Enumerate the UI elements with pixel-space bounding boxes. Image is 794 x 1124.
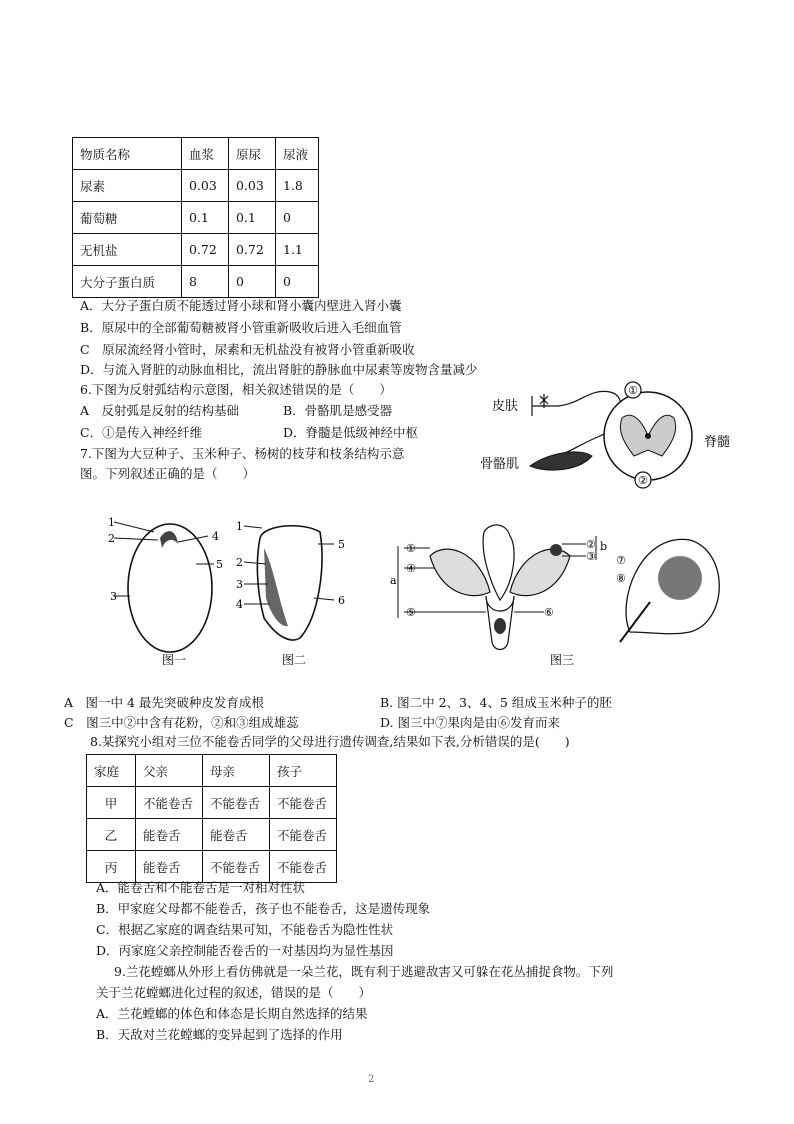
table-cell: 不能卷舌 [270, 819, 337, 851]
table-cell: 0.1 [182, 202, 229, 234]
table-cell: 0.72 [182, 234, 229, 266]
q9-stem-2: 关于兰花螳螂进化过程的叙述，错误的是（ ） [96, 985, 372, 1000]
fig3-label-5: ⑤ [406, 606, 416, 619]
table-cell: 0.03 [229, 170, 276, 202]
q5-option-c: C 原尿流经肾小管时，尿素和无机盐没有被肾小管重新吸收 [80, 342, 415, 357]
skin-label: 皮肤 [492, 399, 519, 414]
fig2-label-6: 6 [338, 594, 345, 607]
table-row [73, 266, 319, 298]
table-cell: 0.03 [182, 170, 229, 202]
fig3-caption: 图三 [550, 653, 575, 667]
table-header-row [73, 138, 319, 170]
table-header: 父亲 [136, 755, 203, 787]
q5-option-b: B．原尿中的全部葡萄糖被肾小管重新吸收后进入毛细血管 [80, 320, 402, 335]
q9-option-a: A．兰花螳螂的体色和体态是长期自然选择的结果 [96, 1006, 368, 1021]
fig2-label-5: 5 [338, 538, 345, 551]
q8-option-b: B．甲家庭父母都不能卷舌，孩子也不能卷舌，这是遗传现象 [96, 901, 431, 916]
table-cell: 8 [182, 266, 229, 298]
table-cell: 0 [276, 266, 319, 298]
table-cell: 0.72 [229, 234, 276, 266]
muscle-label: 骨骼肌 [480, 457, 520, 472]
q5-option-a: A．大分子蛋白质不能透过肾小球和肾小囊内壁进入肾小囊 [80, 298, 402, 313]
fig2-label-2: 2 [236, 556, 243, 569]
table-header-row [87, 755, 337, 787]
table-cell: 0.1 [229, 202, 276, 234]
table-cell: 1.8 [276, 170, 319, 202]
table-row [73, 234, 319, 266]
table-cell: 不能卷舌 [203, 787, 270, 819]
q6-stem: 6.下图为反射弧结构示意图，相关叙述错误的是（ ） [80, 382, 392, 397]
table-row [73, 170, 319, 202]
table-header: 家庭 [87, 755, 136, 787]
fig2-caption: 图二 [282, 653, 307, 667]
fig3-label-8: ⑧ [616, 572, 626, 585]
fig3-label-a: a [390, 574, 397, 587]
table-row [87, 819, 337, 851]
fig2-label-1: 1 [236, 520, 243, 533]
flower-icon [430, 525, 570, 650]
table-cell: 0 [276, 202, 319, 234]
table-cell: 0 [229, 266, 276, 298]
q6-option-a: A 反射弧是反射的结构基础 [80, 403, 240, 418]
table-cell: 尿素 [73, 170, 182, 202]
spinal-cord-icon [604, 392, 692, 480]
q6-option-d: D．脊髓是低级神经中枢 [283, 425, 419, 440]
q8-stem: 8.某探究小组对三位不能卷舌同学的父母进行遗传调查,结果如下表,分析错误的是( ) [90, 734, 570, 749]
q9-option-b: B．天敌对兰花螳螂的变异起到了选择的作用 [96, 1027, 343, 1042]
fig-label-1: ① [628, 384, 638, 397]
tongue-rolling-table [86, 754, 337, 883]
fig1-caption: 图一 [162, 653, 187, 667]
table-header: 物质名称 [73, 138, 182, 170]
q6-option-b: B．骨骼肌是感受器 [283, 403, 393, 418]
q7-option-a: A 图一中 4 最先突破种皮发育成根 [64, 695, 264, 710]
fig-label-2: ② [638, 474, 648, 487]
table-header: 血浆 [182, 138, 229, 170]
fruit-icon [620, 539, 719, 642]
fig2-label-3: 3 [236, 578, 243, 591]
table-cell: 不能卷舌 [270, 787, 337, 819]
fig3-label-1: ① [406, 542, 416, 555]
table-cell: 不能卷舌 [136, 787, 203, 819]
table-row [87, 787, 337, 819]
flower-fruit-figure [390, 522, 730, 672]
table-cell: 甲 [87, 787, 136, 819]
fig1-label-3: 3 [110, 590, 117, 603]
table-cell: 不能卷舌 [270, 851, 337, 883]
q8-option-d: D．丙家庭父亲控制能否卷舌的一对基因均为显性基因 [96, 943, 394, 958]
fig1-label-2: 2 [108, 532, 115, 545]
q8-option-c: C．根据乙家庭的调查结果可知，不能卷舌为隐性性状 [96, 922, 394, 937]
fig2-label-4: 4 [236, 598, 243, 611]
fig3-label-2: ② [586, 538, 596, 551]
q7-option-c: C 图三中②中含有花粉，②和③组成雄蕊 [64, 715, 299, 730]
q7-option-d: D. 图三中⑦果肉是由⑥发育而来 [380, 715, 561, 730]
table-cell: 1.1 [276, 234, 319, 266]
table-cell: 能卷舌 [136, 851, 203, 883]
table-header: 孩子 [270, 755, 337, 787]
q6-option-c: C．①是传入神经纤维 [80, 425, 203, 440]
fig1-label-5: 5 [216, 558, 223, 571]
corn-seed-figure [234, 518, 364, 668]
spinal-label: 脊髓 [704, 435, 731, 450]
fig3-label-7: ⑦ [616, 554, 626, 567]
q7-stem-2: 图。下列叙述正确的是（ ） [80, 466, 256, 481]
fig3-label-b: b [600, 540, 608, 553]
fig1-label-1: 1 [108, 516, 115, 529]
muscle-icon [530, 452, 592, 470]
q7-option-b: B. 图二中 2、3、4、5 组成玉米种子的胚 [380, 695, 612, 710]
fig3-label-3: ③ [586, 550, 596, 563]
reflex-arc-figure [480, 378, 750, 488]
fig3-label-4: ④ [406, 562, 416, 575]
table-cell: 大分子蛋白质 [73, 266, 182, 298]
page-number: 2 [368, 1074, 375, 1085]
table-cell: 能卷舌 [136, 819, 203, 851]
soybean-seed-figure [108, 518, 228, 668]
q7-stem-1: 7.下图为大豆种子、玉米种子、杨树的枝芽和枝条结构示意 [80, 446, 405, 461]
q5-option-d: D．与流入肾脏的动脉血相比，流出肾脏的静脉血中尿素等废物含量减少 [80, 362, 478, 377]
table-header: 原尿 [229, 138, 276, 170]
fig1-label-4: 4 [212, 530, 219, 543]
fig3-label-6: ⑥ [544, 606, 554, 619]
q9-stem-1: 9.兰花螳螂从外形上看仿佛就是一朵兰花，既有利于逃避敌害又可躲在花丛捕捉食物。下列 [114, 964, 614, 979]
table-cell: 乙 [87, 819, 136, 851]
table-cell: 能卷舌 [203, 819, 270, 851]
table-cell: 葡萄糖 [73, 202, 182, 234]
table-header: 尿液 [276, 138, 319, 170]
table-cell: 不能卷舌 [203, 851, 270, 883]
q8-option-a: A．能卷舌和不能卷舌是一对相对性状 [96, 880, 306, 895]
table-header: 母亲 [203, 755, 270, 787]
table-row [73, 202, 319, 234]
substance-table [72, 137, 319, 298]
table-cell: 无机盐 [73, 234, 182, 266]
table-cell: 丙 [87, 851, 136, 883]
